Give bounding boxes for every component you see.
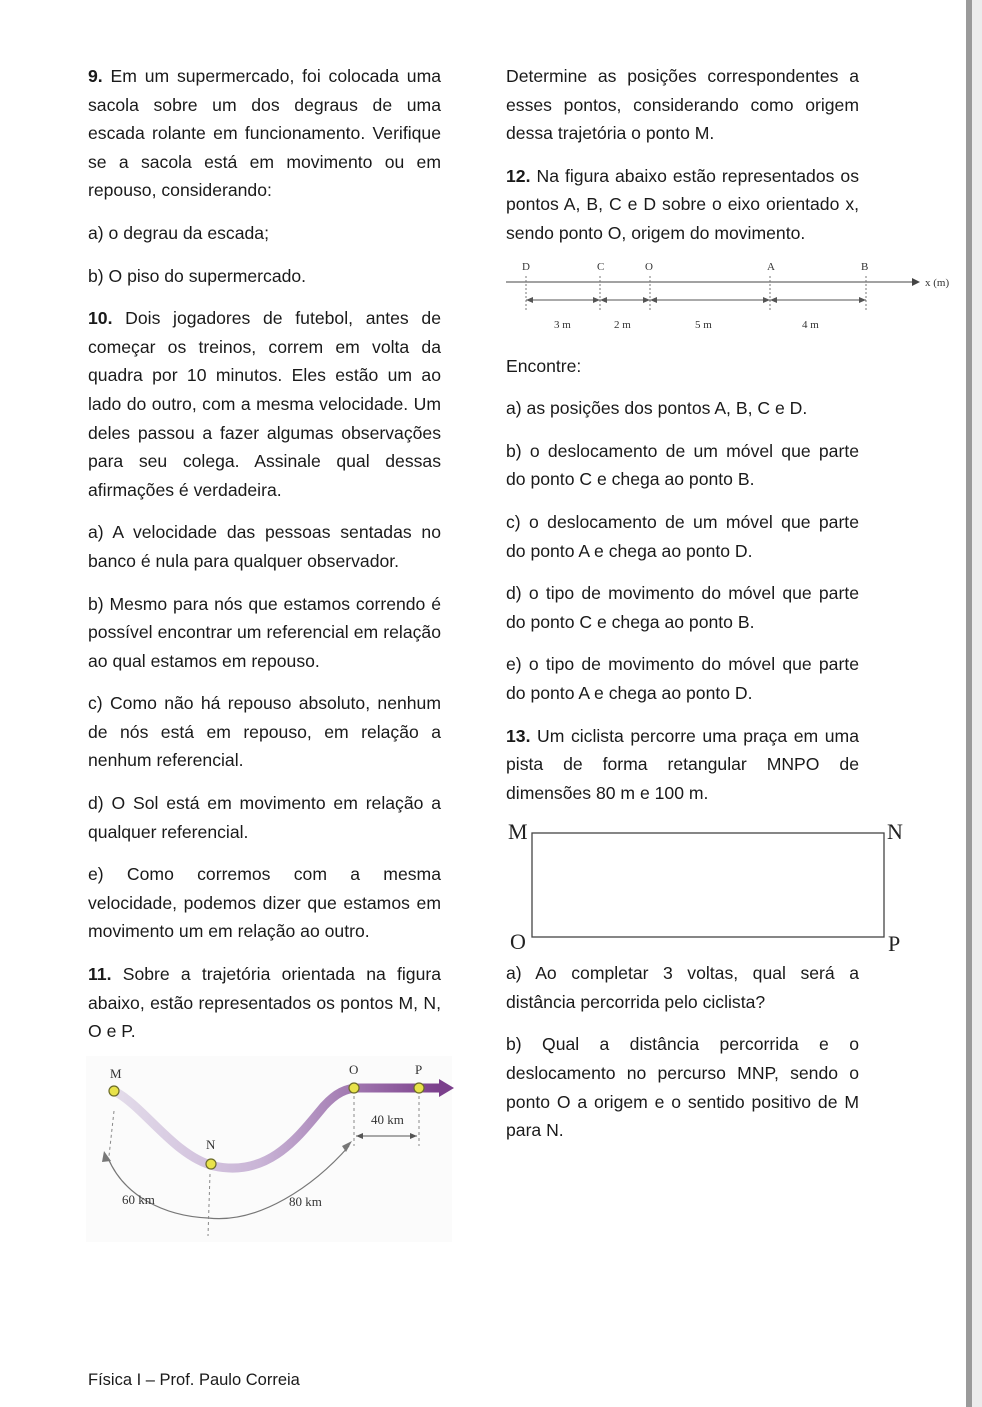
question-9-number: 9. bbox=[88, 66, 103, 86]
rectangle-figure bbox=[502, 811, 922, 951]
arrow-a-left bbox=[763, 297, 770, 303]
page-edge-shadow bbox=[972, 0, 982, 1407]
axis-label-b: B bbox=[861, 260, 869, 273]
label-m: M bbox=[110, 1065, 122, 1081]
question-10-number: 10. bbox=[88, 308, 113, 329]
distance-a-b: 4 m bbox=[802, 318, 819, 331]
axis-label-o: O bbox=[645, 260, 653, 273]
question-13-text: Um ciclista percorre uma praça em uma pista de forma retangular MNPO de dimensões 80 m e 100 m. bbox=[506, 725, 859, 803]
question-13-number: 13. bbox=[506, 725, 531, 746]
point-n bbox=[206, 1159, 216, 1169]
question-12-text: Na figura abaixo estão representados os pontos A, B, C e D sobre o eixo orientado x, sendo ponto O, origem do movimento. bbox=[506, 165, 859, 243]
point-o bbox=[349, 1083, 359, 1093]
question-11-text: Sobre a trajetória orientada na figura abaixo, estão representados os pontos M, N, O e P. bbox=[88, 964, 441, 1042]
axis-label-c: C bbox=[597, 260, 605, 273]
question-10-option-d: d) O Sol está em movimento em relação a qualquer referencial. bbox=[88, 793, 441, 842]
question-10-option-a: a) A velocidade das pessoas sentadas no banco é nula para qualquer observador. bbox=[88, 522, 441, 571]
question-13-option-b: b) Qual a distância percorrida e o deslocamento no percurso MNP, sendo o ponto O a origem e o sentido positivo de M para N. bbox=[506, 1034, 859, 1141]
distance-d-c: 3 m bbox=[554, 318, 571, 331]
rectangle-track bbox=[532, 833, 884, 937]
page-edge bbox=[966, 0, 972, 1407]
arrow-c-left bbox=[593, 297, 600, 303]
question-11 bbox=[88, 960, 441, 1046]
question-12-option-e: e) o tipo de movimento do móvel que parte do ponto A e chega ao ponto D. bbox=[506, 654, 859, 703]
question-13-option-a: a) Ao completar 3 voltas, qual será a distância percorrida pelo ciclista? bbox=[506, 963, 859, 1012]
question-13 bbox=[506, 722, 859, 808]
question-11-continuation: Determine as posições correspondentes a esses pontos, considerando como origem dessa trajetória o ponto M. bbox=[506, 66, 859, 144]
question-10-option-e: e) Como corremos com a mesma velocidade, podemos dizer que estamos em movimento um em relação ao outro. bbox=[88, 864, 441, 942]
question-10 bbox=[88, 304, 441, 504]
distance-m-n: 60 km bbox=[122, 1191, 155, 1207]
distance-o-a: 5 m bbox=[695, 318, 712, 331]
label-o: O bbox=[349, 1061, 359, 1077]
right-column bbox=[506, 62, 950, 1159]
question-9 bbox=[88, 62, 441, 205]
arrow-b-left bbox=[859, 297, 866, 303]
distance-n-o: 80 km bbox=[289, 1193, 322, 1209]
distance-c-o: 2 m bbox=[614, 318, 631, 331]
axis-label-a: A bbox=[767, 260, 775, 273]
question-12-option-c: c) o deslocamento de um móvel que parte do ponto A e chega ao ponto D. bbox=[506, 511, 859, 561]
question-10-option-c: c) Como não há repouso absoluto, nenhum de nós está em repouso, em relação a nenhum referencial. bbox=[88, 693, 441, 771]
question-12-prompt: Encontre: bbox=[506, 355, 582, 376]
question-9-option-b: b) O piso do supermercado. bbox=[88, 265, 307, 286]
axis-figure bbox=[502, 254, 962, 344]
question-10-text: Dois jogadores de futebol, antes de começar os treinos, correm em volta da quadra por 10 minutos. Eles estão um ao lado do outro, com a mesma velocidade. Um deles passou a fazer algumas observações para seu colega. Assinale qual dessas afirmações é verdadeira. bbox=[88, 308, 441, 500]
arrow-c-right bbox=[600, 297, 607, 303]
question-12-option-b: b) o deslocamento de um móvel que parte do ponto C e chega ao ponto B. bbox=[506, 440, 859, 490]
point-m bbox=[109, 1086, 119, 1096]
rect-label-n: N bbox=[887, 819, 903, 845]
rect-label-o: O bbox=[510, 929, 526, 952]
label-p: P bbox=[415, 1061, 423, 1077]
distance-o-p: 40 km bbox=[371, 1111, 404, 1127]
x-axis-arrowhead bbox=[912, 278, 920, 286]
axis-label-d: D bbox=[522, 260, 530, 273]
question-10-option-b: b) Mesmo para nós que estamos correndo é possível encontrar um referencial em relação ao qual estamos em repouso. bbox=[88, 593, 441, 671]
left-column bbox=[88, 62, 441, 1246]
rect-label-p: P bbox=[888, 931, 901, 952]
arrow-a-right bbox=[770, 297, 777, 303]
arrow-d-right bbox=[526, 297, 533, 303]
label-n: N bbox=[206, 1136, 216, 1152]
arrow-o-right bbox=[650, 297, 657, 303]
page-footer: Física I – Prof. Paulo Correia bbox=[88, 1371, 300, 1389]
point-p bbox=[414, 1083, 424, 1093]
question-9-text: Em um supermercado, foi colocada uma sacola sobre um dos degraus de uma escada rolante em funcionamento. Verifique se a sacola está em movimento ou em repouso, considerando: bbox=[88, 66, 442, 201]
rect-label-m: M bbox=[508, 819, 528, 845]
trajectory-figure bbox=[84, 1046, 454, 1246]
question-12-option-d: d) o tipo de movimento do móvel que parte do ponto C e chega ao ponto B. bbox=[506, 583, 859, 632]
x-axis-label: x (m) bbox=[925, 276, 950, 289]
question-11-number: 11. bbox=[88, 964, 112, 985]
question-12 bbox=[506, 162, 859, 248]
arrow-o-left bbox=[643, 297, 650, 303]
question-12-number: 12. bbox=[506, 165, 531, 186]
question-9-option-a: a) o degrau da escada; bbox=[88, 222, 269, 243]
question-12-option-a: a) as posições dos pontos A, B, C e D. bbox=[506, 398, 808, 419]
